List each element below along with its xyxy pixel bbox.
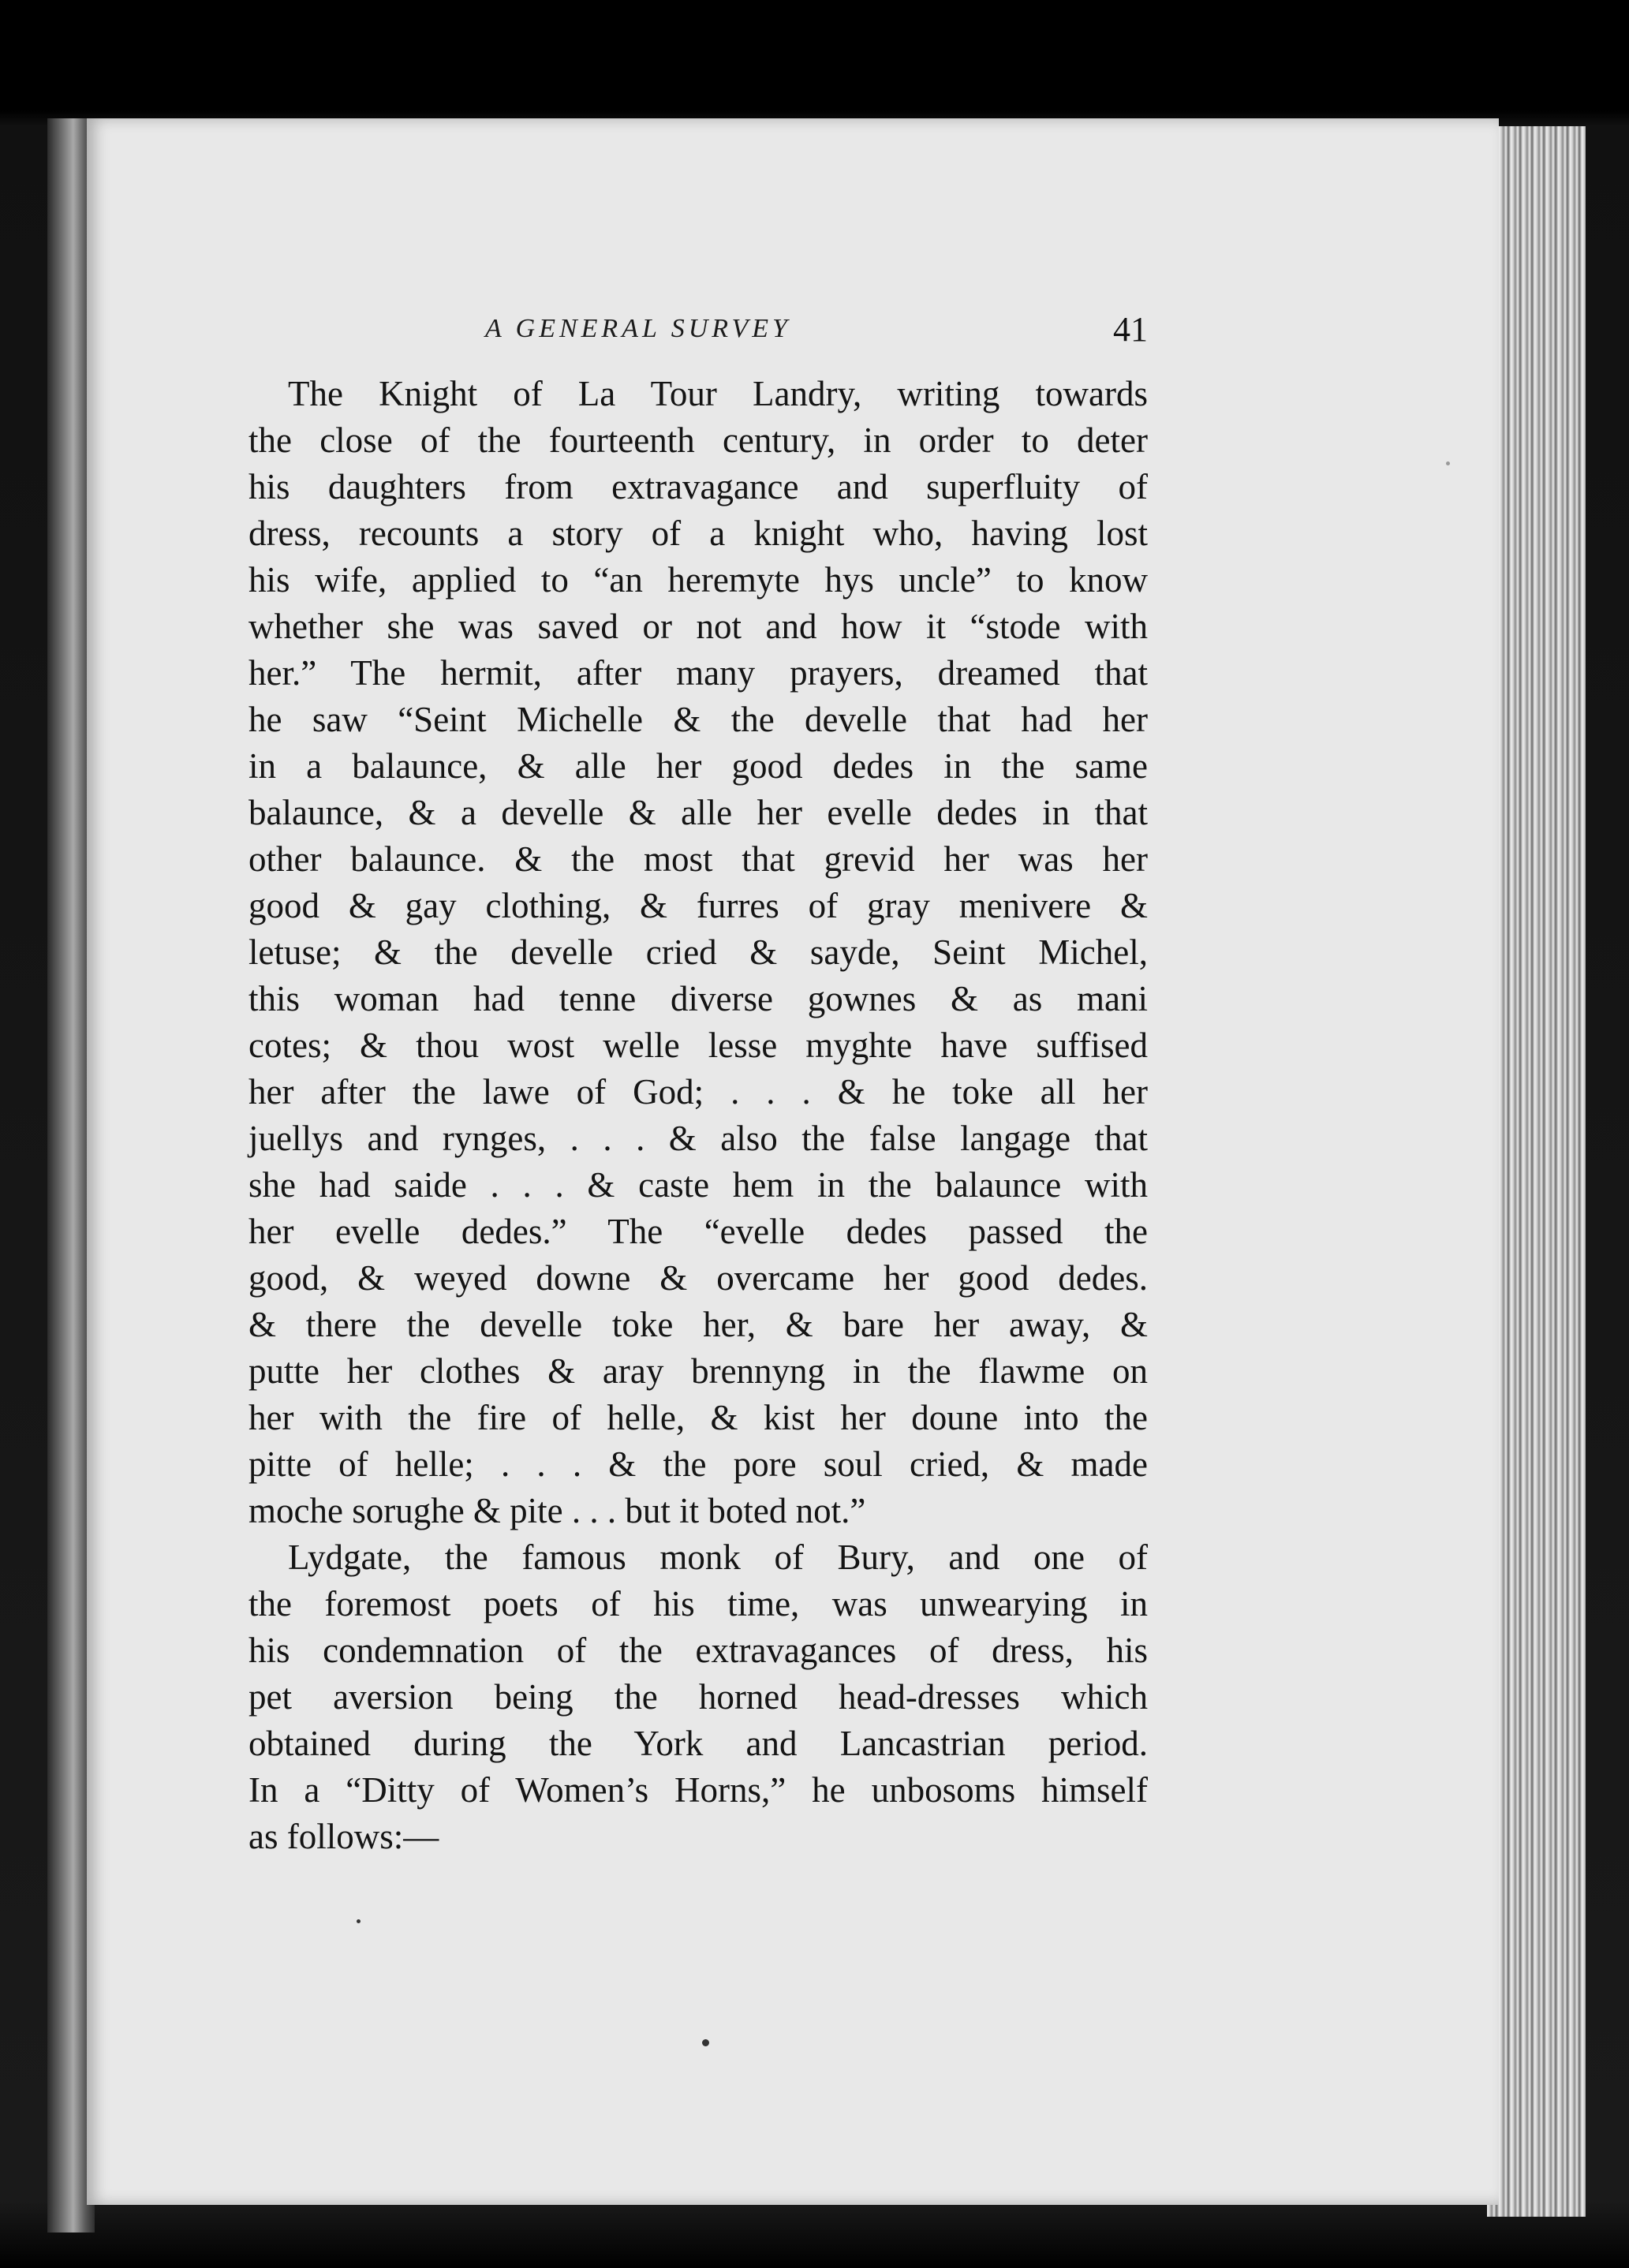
text-line: other balaunce. & the most that grevid her was her bbox=[248, 839, 1148, 879]
text-line: balaunce, & a develle & alle her evelle dedes in that bbox=[248, 793, 1148, 832]
running-head: A GENERAL SURVEY bbox=[485, 314, 791, 343]
page-body bbox=[248, 371, 1148, 1860]
text-line: he saw “Seint Michelle & the develle that had her bbox=[248, 700, 1148, 739]
text-line: good & gay clothing, & furres of gray menivere & bbox=[248, 886, 1148, 925]
text-line: whether she was saved or not and how it “stode with bbox=[248, 607, 1148, 646]
text-line: the close of the fourteenth century, in order to deter bbox=[248, 420, 1148, 460]
paragraph bbox=[248, 1534, 1148, 1860]
text-line: his wife, applied to “an heremyte hys uncle” to know bbox=[248, 560, 1148, 600]
page-header bbox=[248, 306, 1148, 361]
text-line: dress, recounts a story of a knight who, having lost bbox=[248, 514, 1148, 553]
text-line: cotes; & thou wost welle lesse myghte have suffised bbox=[248, 1026, 1148, 1065]
text-line: pet aversion being the horned head-dresses which bbox=[248, 1677, 1148, 1717]
text-line: this woman had tenne diverse gownes & as mani bbox=[248, 979, 1148, 1018]
dust-speck bbox=[702, 2039, 709, 2046]
text-line: pitte of helle; . . . & the pore soul cried, & made bbox=[248, 1444, 1148, 1484]
text-line: obtained during the York and Lancastrian period. bbox=[248, 1724, 1148, 1763]
page-fore-edge bbox=[1487, 126, 1586, 2217]
text-line: her after the lawe of God; . . . & he toke all her bbox=[248, 1072, 1148, 1112]
text-line: juellys and rynges, . . . & also the false langage that bbox=[248, 1119, 1148, 1158]
text-line: as follows:— bbox=[248, 1817, 439, 1856]
text-line: in a balaunce, & alle her good dedes in the same bbox=[248, 746, 1148, 786]
dust-speck bbox=[1446, 461, 1450, 465]
text-line: her with the fire of helle, & kist her doune into the bbox=[248, 1398, 1148, 1437]
text-line: & there the develle toke her, & bare her away, & bbox=[248, 1305, 1148, 1344]
text-line: she had saide . . . & caste hem in the balaunce with bbox=[248, 1165, 1148, 1205]
text-line: putte her clothes & aray brennyng in the flawme on bbox=[248, 1351, 1148, 1391]
text-line: good, & weyed downe & overcame her good dedes. bbox=[248, 1258, 1148, 1298]
dust-speck bbox=[357, 1919, 361, 1923]
text-line: his condemnation of the extravagances of dress, his bbox=[248, 1631, 1148, 1670]
text-line: The Knight of La Tour Landry, writing towards bbox=[288, 374, 1148, 413]
text-line: her evelle dedes.” The “evelle dedes passed the bbox=[248, 1212, 1148, 1251]
text-line: letuse; & the develle cried & sayde, Seint Michel, bbox=[248, 932, 1148, 972]
text-line: Lydgate, the famous monk of Bury, and one of bbox=[288, 1538, 1148, 1577]
paragraph bbox=[248, 371, 1148, 1534]
text-line: moche sorughe & pite . . . but it boted not.” bbox=[248, 1491, 866, 1530]
page-number: 41 bbox=[1113, 310, 1148, 349]
text-line: the foremost poets of his time, was unwearying in bbox=[248, 1584, 1148, 1623]
text-line: her.” The hermit, after many prayers, dreamed that bbox=[248, 653, 1148, 693]
text-line: his daughters from extravagance and superfluity of bbox=[248, 467, 1148, 506]
text-line: In a “Ditty of Women’s Horns,” he unbosoms himself bbox=[248, 1770, 1148, 1810]
